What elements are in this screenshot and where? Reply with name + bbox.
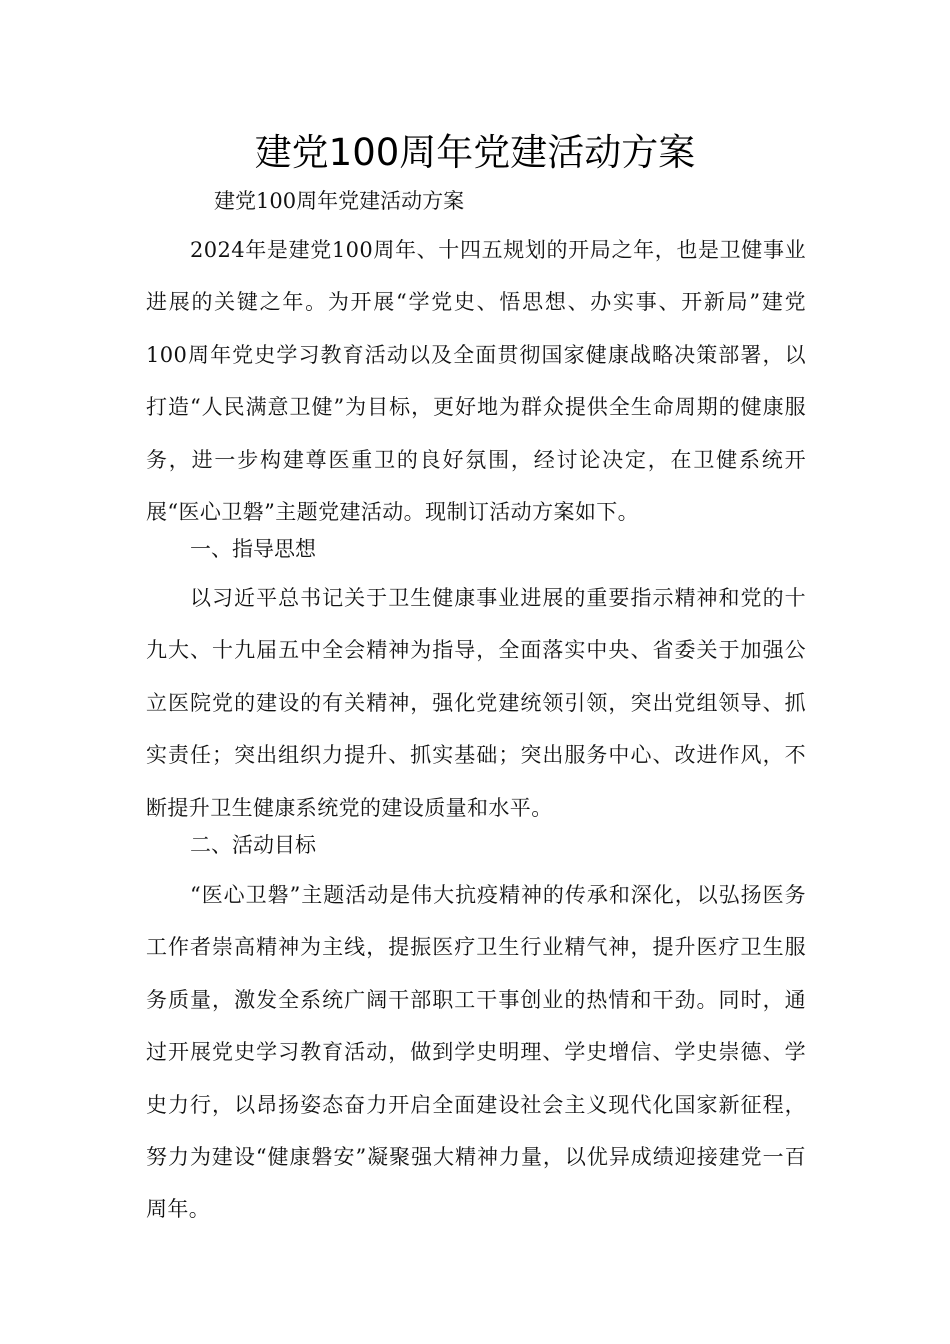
section-heading-activity-goals: 二、活动目标 xyxy=(190,833,316,857)
document-title: 建党100周年党建活动方案 xyxy=(254,131,696,174)
document-subtitle: 建党100周年党建活动方案 xyxy=(214,189,465,213)
intro-paragraph: 2024年是建党100周年、十四五规划的开局之年，也是卫健事业进展的关键之年。为开展“学党史、悟思想、办实事、开新局”建党100周年党史学习教育活动以及全面贯彻国家健康战略决策部署，以打造“人民满意卫健”为目标，更好地为群众提供全生命周期的健康服务，进一步构建尊医重卫的良好氛围，经讨论决定，在卫健系统开展“医心卫磐”主题党建活动。现制订活动方案如下。 xyxy=(146,238,806,525)
section-body-guiding-ideology: 以习近平总书记关于卫生健康事业进展的重要指示精神和党的十九大、十九届五中全会精神为指导，全面落实中央、省委关于加强公立医院党的建设的有关精神，强化党建统领引领，突出党组领导、抓实责任；突出组织力提升、抓实基础；突出服务中心、改进作风，不断提升卫生健康系统党的建设质量和水平。 xyxy=(146,586,806,820)
section-heading-guiding-ideology: 一、指导思想 xyxy=(190,537,316,561)
section-body-activity-goals: “医心卫磐”主题活动是伟大抗疫精神的传承和深化，以弘扬医务工作者崇高精神为主线，提振医疗卫生行业精气神，提升医疗卫生服务质量，激发全系统广阔干部职工干事创业的热情和干劲。同时，通过开展党史学习教育活动，做到学史明理、学史增信、学史崇德、学史力行，以昂扬姿态奋力开启全面建设社会主义现代化国家新征程，努力为建设“健康磐安”凝聚强大精神力量，以优异成绩迎接建党一百周年。 xyxy=(146,883,806,1222)
